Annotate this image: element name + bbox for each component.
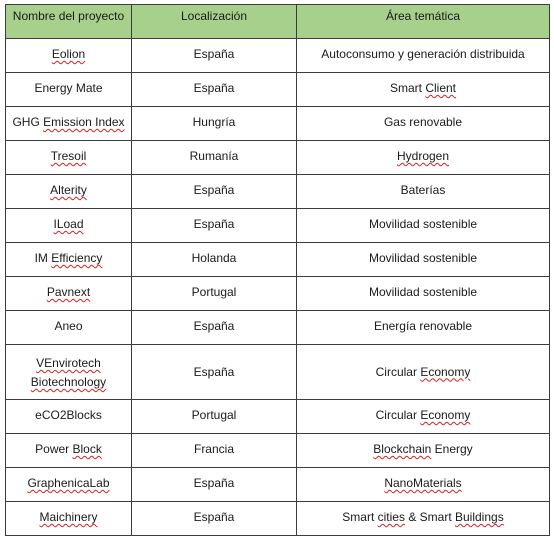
cell-location: España (132, 175, 297, 209)
table-row (6, 39, 550, 73)
table-row (6, 311, 550, 345)
cell-project-name: GHG Emission Index (6, 107, 132, 141)
cell-location: España (132, 73, 297, 107)
cell-location: España (132, 468, 297, 502)
cell-topic-area: Smart cities & Smart Buildings (297, 502, 550, 536)
table-row (6, 73, 550, 107)
cell-project-name: Maichinery (6, 502, 132, 536)
cell-project-name: Power Block (6, 434, 132, 468)
projects-table (5, 4, 550, 536)
cell-topic-area: Movilidad sostenible (297, 277, 550, 311)
cell-project-name: Energy Mate (6, 73, 132, 107)
header-project-name: Nombre del proyecto (6, 5, 132, 39)
cell-topic-area: Blockchain Energy (297, 434, 550, 468)
cell-topic-area: Circular Economy (297, 345, 550, 400)
cell-location: Hungría (132, 107, 297, 141)
cell-location: España (132, 345, 297, 400)
header-topic-area: Área temática (297, 5, 550, 39)
cell-project-name: Alterity (6, 175, 132, 209)
cell-topic-area: Smart Client (297, 73, 550, 107)
cell-project-name: ILoad (6, 209, 132, 243)
cell-topic-area: Autoconsumo y generación distribuida (297, 39, 550, 73)
cell-location: Holanda (132, 243, 297, 277)
table-row (6, 243, 550, 277)
cell-project-name: Aneo (6, 311, 132, 345)
project-name: Eolion (51, 47, 86, 61)
cell-location: Portugal (132, 277, 297, 311)
cell-topic-area: Energía renovable (297, 311, 550, 345)
cell-project-name: IM Efficiency (6, 243, 132, 277)
cell-project-name: VEnvirotech Biotechnology (6, 345, 132, 400)
cell-location: España (132, 209, 297, 243)
table-row (6, 209, 550, 243)
table-row (6, 345, 550, 400)
cell-topic-area: Gas renovable (297, 107, 550, 141)
cell-topic-area: NanoMaterials (297, 468, 550, 502)
cell-project-name: GraphenicaLab (6, 468, 132, 502)
cell-location: España (132, 502, 297, 536)
cell-location: España (132, 311, 297, 345)
cell-topic-area: Movilidad sostenible (297, 243, 550, 277)
cell-topic-area: Movilidad sostenible (297, 209, 550, 243)
table-row (6, 175, 550, 209)
cell-project-name (6, 39, 132, 73)
table-row (6, 107, 550, 141)
table-row (6, 468, 550, 502)
cell-topic-area: Baterías (297, 175, 550, 209)
header-location: Localización (132, 5, 297, 39)
projects-table-container (5, 4, 550, 536)
table-row (6, 400, 550, 434)
cell-project-name: Tresoil (6, 141, 132, 175)
cell-location: Rumanía (132, 141, 297, 175)
table-row (6, 502, 550, 536)
cell-location: Portugal (132, 400, 297, 434)
table-row (6, 434, 550, 468)
cell-project-name: Pavnext (6, 277, 132, 311)
cell-project-name: eCO2Blocks (6, 400, 132, 434)
cell-topic-area: Circular Economy (297, 400, 550, 434)
table-row (6, 141, 550, 175)
cell-location: España (132, 39, 297, 73)
table-row (6, 277, 550, 311)
header-row (6, 5, 550, 39)
cell-location: Francia (132, 434, 297, 468)
cell-topic-area: Hydrogen (297, 141, 550, 175)
